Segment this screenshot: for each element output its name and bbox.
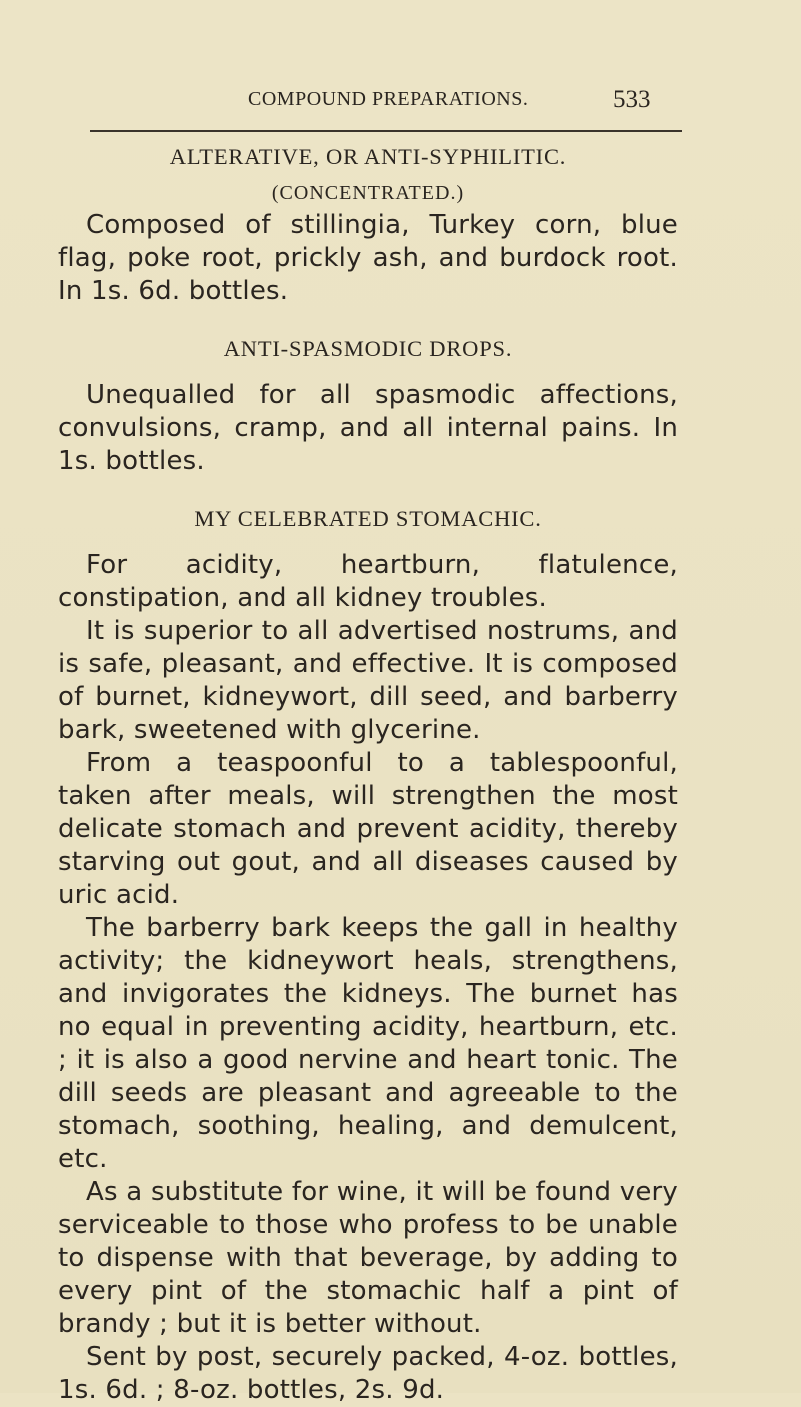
page-content (58, 140, 678, 1407)
paragraph: Sent by post, securely packed, 4-oz. bottles, 1s. 6d. ; 8-oz. bottles, 2s. 9d. (58, 1342, 678, 1405)
section-stomachic (58, 502, 678, 1407)
section-subtitle: (CONCENTRATED.) (271, 182, 465, 204)
section-title: ALTERATIVE, OR ANTI-SYPHILITIC. (169, 144, 567, 169)
spacer (58, 478, 678, 502)
section-anti-spasmodic (58, 332, 678, 478)
spacer (58, 535, 678, 549)
header-rule (90, 130, 682, 132)
section-title: ANTI-SPASMODIC DROPS. (223, 336, 513, 361)
paragraph: As a substitute for wine, it will be found very serviceable to those who profess to be unable to dispense with that beverage, by adding to every pint of the stomachic half a pint of brandy ; but it is better without. (58, 1177, 678, 1339)
spacer (58, 308, 678, 332)
spacer (58, 365, 678, 379)
page-number: 533 (613, 86, 651, 113)
paragraph: Composed of stillingia, Turkey corn, blue flag, poke root, prickly ash, and burdock root. In 1s. 6d. bottles. (58, 210, 678, 306)
paragraph: The barberry bark keeps the gall in healthy activity; the kidneywort heals, strengthens, and invigorates the kidneys. The burnet has no equal in preventing acidity, heartburn, etc. ; it is also a good nervine and heart tonic. The dill seeds are pleasant and agreeable to the stomach, soothing, healing, and demulcent, etc. (58, 913, 678, 1174)
paragraph: Unequalled for all spasmodic affections, convulsions, cramp, and all internal pains. In 1s. bottles. (58, 380, 678, 476)
section-title: MY CELEBRATED STOMACHIC. (194, 506, 542, 531)
running-head: COMPOUND PREPARATIONS. (248, 88, 529, 110)
paragraph: It is superior to all advertised nostrums, and is safe, pleasant, and effective. It is composed of burnet, kidneywort, dill seed, and barberry bark, sweetened with glycerine. (58, 616, 678, 745)
section-alterative (58, 140, 678, 308)
paragraph: For acidity, heartburn, flatulence, constipation, and all kidney troubles. (58, 550, 678, 613)
paragraph: From a teaspoonful to a tablespoonful, taken after meals, will strengthen the most delicate stomach and prevent acidity, thereby starving out gout, and all diseases caused by uric acid. (58, 748, 678, 910)
